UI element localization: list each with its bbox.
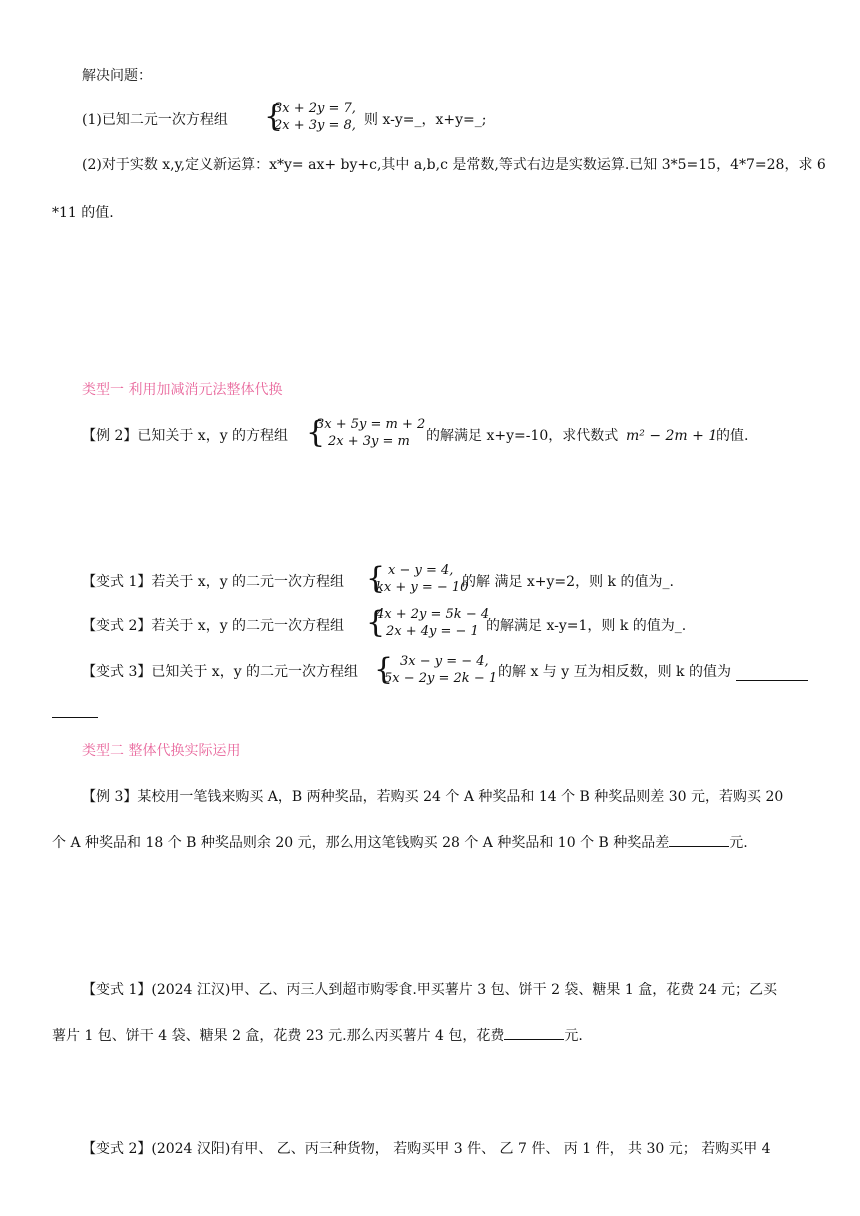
answer-blank xyxy=(504,1025,564,1040)
question-1-prefix: (1)已知二元一次方程组 xyxy=(82,112,228,128)
question-2-line-1: (2)对于实数 x,y,定义新运算：x*y= ax+ by+c,其中 a,b,c 是常数,等式右边是实数运算.已知 3*5=15，4*7=28，求 6 xyxy=(82,157,826,173)
variant-1-suffix: 的解 满足 x+y=2，则 k 的值为_. xyxy=(462,574,674,590)
variant-3-suffix: 的解 x 与 y 互为相反数，则 k 的值为 xyxy=(498,664,731,680)
variant-2-equation-2: 2x + 4y = − 1 xyxy=(386,624,479,639)
system-brace: { xyxy=(374,652,394,687)
variant-4-line-1: 【变式 1】(2024 江汉)甲、乙、丙三人到超市购零食.甲买薯片 3 包、饼干 2 袋、糖果 1 盒，花费 24 元；乙买 xyxy=(82,982,777,998)
variant-2-equation-1: 4x + 2y = 5k − 4 xyxy=(376,607,490,622)
example-2-suffix: 的值. xyxy=(716,428,749,444)
question-1-suffix: 则 x-y=_，x+y=_; xyxy=(364,112,487,128)
example-3-line-1: 【例 3】某校用一笔钱来购买 A，B 两种奖品，若购买 24 个 A 种奖品和 14 个 B 种奖品则差 30 元，若购买 20 xyxy=(82,789,784,805)
variant-5-line-1: 【变式 2】(2024 汉阳)有甲、 乙、丙三种货物， 若购买甲 3 件、 乙 7 件、 丙 1 件， 共 30 元； 若购买甲 4 xyxy=(82,1141,771,1157)
variant-2-suffix: 的解满足 x-y=1，则 k 的值为_. xyxy=(486,618,687,634)
variant-1-equation-2: kx + y = − 10 xyxy=(376,580,469,595)
system-brace: { xyxy=(306,415,326,450)
system-brace: { xyxy=(264,99,284,134)
example-2-mid: 的解满足 x+y=-10，求代数式 xyxy=(426,428,619,444)
question-2-line-2: *11 的值. xyxy=(52,205,114,221)
variant-3-prefix: 【变式 3】已知关于 x，y 的二元一次方程组 xyxy=(82,664,359,680)
example-2-equation-1: 3x + 5y = m + 2 xyxy=(316,417,426,432)
variant-2-prefix: 【变式 2】若关于 x，y 的二元一次方程组 xyxy=(82,618,345,634)
system-brace: { xyxy=(366,605,386,640)
example-3-line-2: 个 A 种奖品和 18 个 B 种奖品则余 20 元，那么用这笔钱购买 28 个 A 种奖品和 10 个 B 种奖品差 元. xyxy=(52,832,748,853)
variant-4-line-2: 薯片 1 包、饼干 4 袋、糖果 2 盒，花费 23 元.那么丙买薯片 4 包，花费 元. xyxy=(52,1025,583,1046)
answer-blank xyxy=(669,832,729,847)
variant-1-prefix: 【变式 1】若关于 x，y 的二元一次方程组 xyxy=(82,574,345,590)
system-brace: { xyxy=(366,561,386,596)
question-1-equation-1: 3x + 2y = 7, xyxy=(274,101,356,116)
example-2-equation-2: 2x + 3y = m xyxy=(328,434,410,449)
question-1-equation-2: 2x + 3y = 8, xyxy=(274,118,356,133)
example-2-expression: m² − 2m + 1 xyxy=(626,428,718,444)
variant-3-equation-1: 3x − y = − 4, xyxy=(400,654,489,669)
answer-blank xyxy=(736,680,808,681)
variant-3-equation-2: 5x − 2y = 2k − 1 xyxy=(384,671,498,686)
answer-blank-continued xyxy=(52,717,98,718)
example-2-prefix: 【例 2】已知关于 x，y 的方程组 xyxy=(82,428,289,444)
section-heading: 解决问题： xyxy=(82,68,152,84)
variant-1-equation-1: x − y = 4, xyxy=(388,563,454,578)
type-2-heading: 类型二 整体代换实际运用 xyxy=(82,743,241,759)
type-1-heading: 类型一 利用加减消元法整体代换 xyxy=(82,382,283,398)
